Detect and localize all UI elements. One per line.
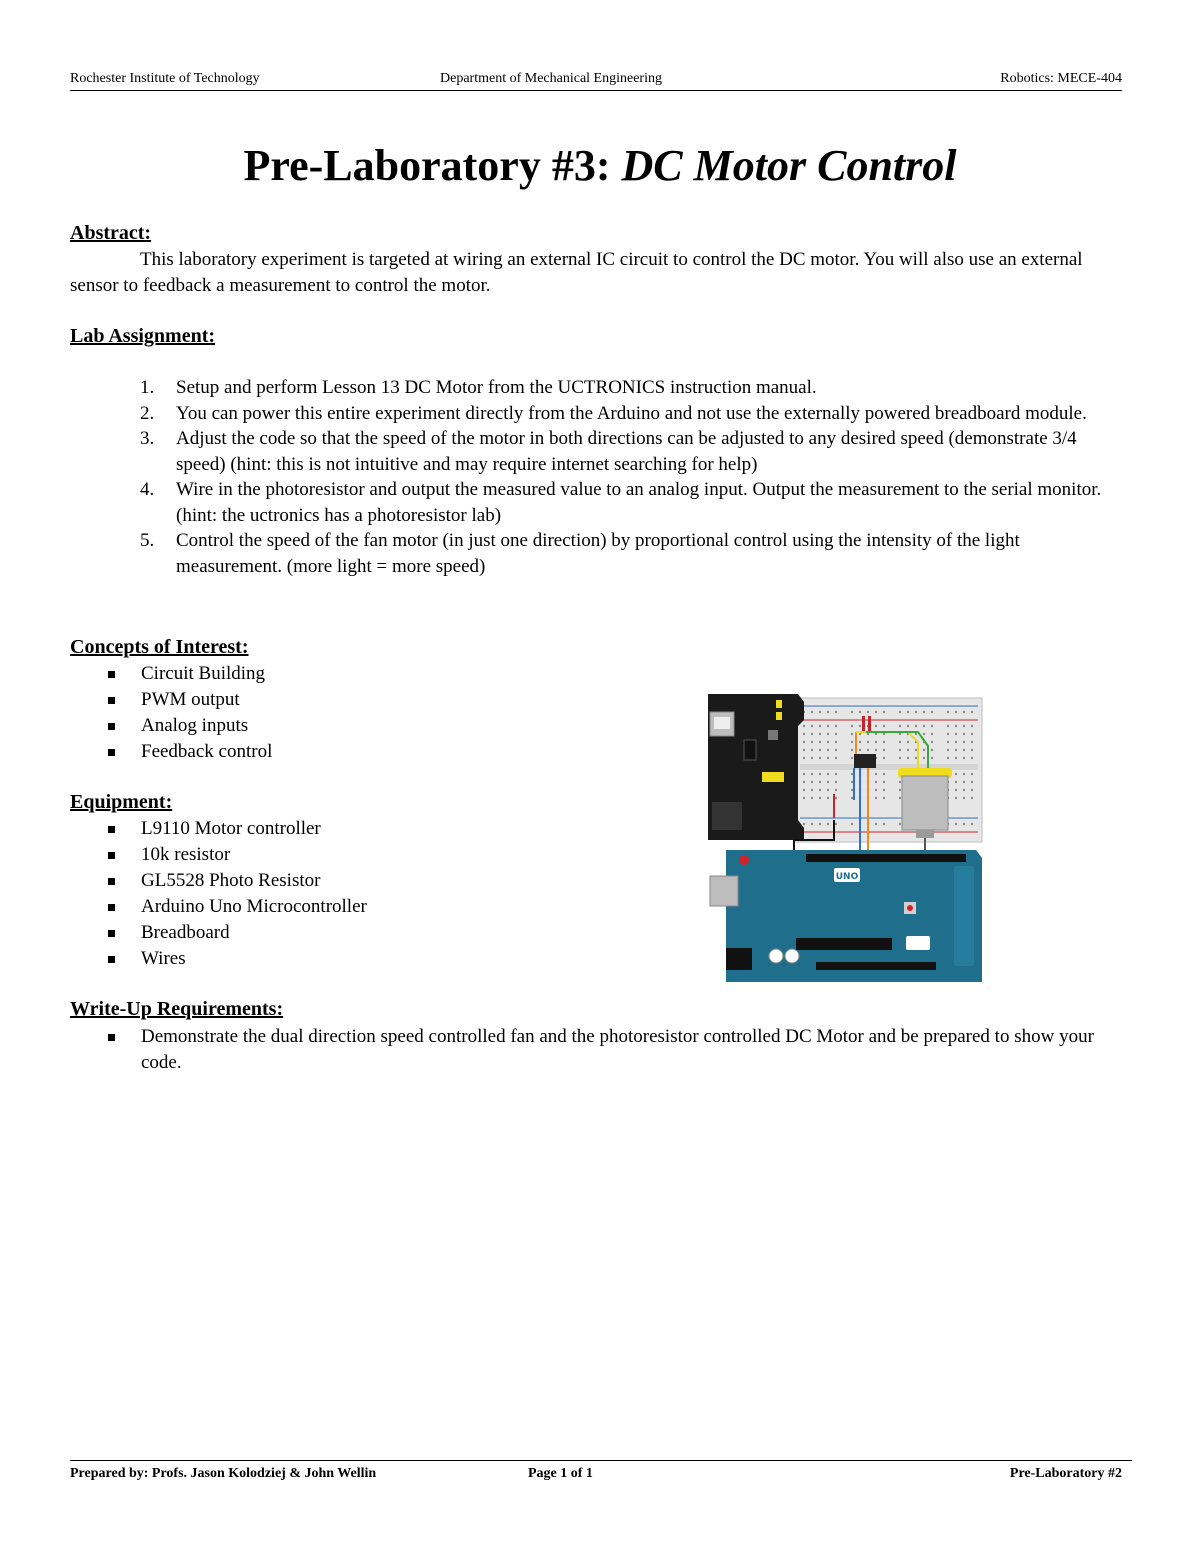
title-prefix: Pre-Laboratory #3:: [243, 141, 622, 190]
item-number: 4.: [140, 479, 155, 500]
item-text: Feedback control: [141, 741, 273, 762]
list-item: [108, 816, 367, 842]
motor-driver-chip: [854, 754, 876, 768]
item-text: Wire in the photoresistor and output the measured value to an analog input. Output the measurement to the serial monitor. (hint: the uctronics has a photoresistor lab): [176, 479, 1102, 526]
bullet-icon: [108, 697, 115, 704]
header-institution: Rochester Institute of Technology: [70, 71, 260, 86]
item-text: Adjust the code so that the speed of the motor in both directions can be adjusted to any desired speed (demonstrate 3/4 speed) (hint: this is not intuitive and may require internet searching for help): [176, 428, 1077, 475]
bullet-icon: [108, 723, 115, 730]
page-footer: [70, 1460, 1132, 1483]
item-text: Breadboard: [141, 922, 230, 943]
item-number: 3.: [140, 428, 155, 449]
bullet-icon: [108, 852, 115, 859]
footer-page-number: Page 1 of 1: [528, 1466, 593, 1481]
equipment-list: [108, 816, 367, 972]
power-supply-module: [708, 694, 804, 840]
arduino-board: [710, 850, 982, 982]
item-text: Arduino Uno Microcontroller: [141, 896, 367, 917]
bullet-icon: [108, 826, 115, 833]
bullet-icon: [108, 956, 115, 963]
item-text: Circuit Building: [141, 663, 266, 684]
list-item: [108, 687, 272, 713]
header-course: Robotics: MECE-404: [1000, 71, 1122, 86]
item-text: Analog inputs: [141, 715, 249, 736]
list-item: [108, 868, 367, 894]
list-item: [140, 375, 1130, 401]
item-text: GL5528 Photo Resistor: [141, 870, 321, 891]
abstract-text: [70, 247, 1130, 299]
list-item: [108, 894, 367, 920]
bullet-icon: [108, 1034, 115, 1041]
concepts-heading: Concepts of Interest:: [70, 636, 249, 658]
concepts-list: [108, 661, 272, 765]
item-text: Setup and perform Lesson 13 DC Motor from the UCTRONICS instruction manual.: [176, 377, 817, 398]
breadboard: [794, 698, 982, 842]
item-text: Demonstrate the dual direction speed controlled fan and the photoresistor controlled DC Motor and be prepared to show your code.: [141, 1026, 1094, 1073]
circuit-diagram-figure: [706, 690, 986, 986]
capacitor: [862, 716, 865, 732]
bullet-icon: [108, 749, 115, 756]
item-number: 5.: [140, 530, 155, 551]
list-item: [140, 426, 1130, 477]
list-item: [108, 842, 367, 868]
list-item: [108, 920, 367, 946]
list-item: [140, 528, 1130, 579]
list-item: [108, 1024, 1098, 1076]
equipment-heading: Equipment:: [70, 791, 173, 813]
item-text: Control the speed of the fan motor (in just one direction) by proportional control using the intensity of the light measurement. (more light = more speed): [176, 530, 1020, 577]
title-italic: DC Motor Control: [621, 141, 957, 190]
item-text: PWM output: [141, 689, 240, 710]
item-number: 1.: [140, 377, 155, 398]
page-header: [70, 70, 1122, 91]
list-item: [108, 946, 367, 972]
lab-assignment-list: [140, 375, 1130, 579]
bullet-icon: [108, 904, 115, 911]
abstract-body: This laboratory experiment is targeted at wiring an external IC circuit to control the DC motor. You will also use an external sensor to feedback a measurement to control the motor.: [70, 249, 1083, 296]
list-item: [108, 739, 272, 765]
item-text: You can power this entire experiment directly from the Arduino and not use the externally powered breadboard module.: [176, 402, 1087, 424]
item-text: Wires: [141, 948, 186, 969]
footer-author: Prepared by: Profs. Jason Kolodziej & John Wellin: [70, 1466, 377, 1481]
item-number: 2.: [140, 402, 155, 424]
item-text: 10k resistor: [141, 844, 231, 865]
bullet-icon: [108, 878, 115, 885]
header-department: Department of Mechanical Engineering: [440, 71, 662, 86]
board-label: UNO: [835, 872, 859, 882]
bullet-icon: [108, 930, 115, 937]
footer-doc-id: Pre-Laboratory #2: [1009, 1466, 1122, 1481]
item-text: L9110 Motor controller: [141, 818, 321, 839]
lab-assignment-heading: Lab Assignment:: [70, 325, 216, 347]
page-title: [0, 140, 1200, 191]
list-item: [140, 477, 1130, 528]
bullet-icon: [108, 671, 115, 678]
list-item: [140, 401, 1130, 427]
list-item: [108, 713, 272, 739]
writeup-list: [108, 1024, 1098, 1076]
list-item: [108, 661, 272, 687]
abstract-heading: Abstract:: [70, 222, 152, 244]
writeup-heading: Write-Up Requirements:: [70, 998, 284, 1020]
